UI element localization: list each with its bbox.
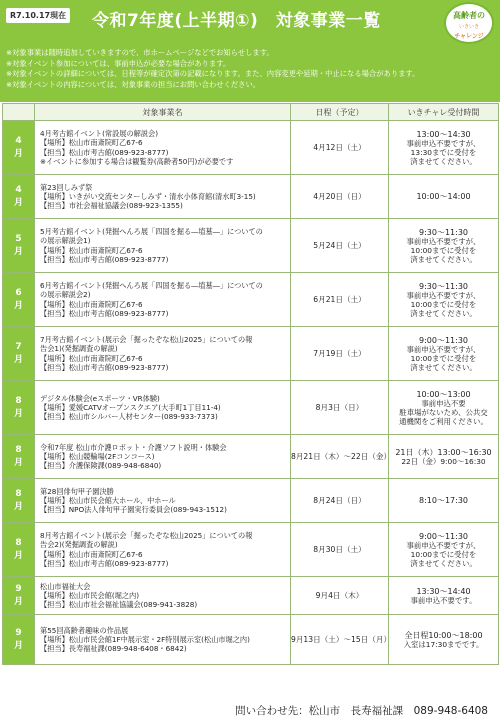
event-line: 【担当】市社会福祉協議会(089-923-1355) [40, 201, 183, 211]
reception-cell [389, 219, 499, 273]
month-char: 月 [13, 300, 23, 311]
month-char: 9 [15, 583, 22, 594]
event-line: 【場所】松山市南斎院町乙67-6 [40, 138, 143, 148]
event-line: 【担当】松山市考古館(089-923-8777) [40, 147, 169, 157]
reception-line: 10:00～13:00 [416, 389, 471, 399]
reception-line: 事前申込不要ですが、 [406, 236, 481, 246]
reception-line: 9:30～11:30 [418, 227, 469, 237]
reception-line: 駐車場がないため、公共交 [399, 407, 488, 417]
table-row [3, 219, 499, 273]
event-line: デジタル体験会(eスポーツ・VR体験) [40, 393, 160, 403]
notice-item: ※対象イベントの内容については、対象事業の担当にお問い合わせください。 [6, 79, 261, 89]
table-row [3, 435, 499, 479]
reception-line: 21日（木）13:00～16:30 [395, 447, 492, 457]
reception-line: 事前申込不要ですが、 [406, 290, 481, 300]
month-cell [3, 523, 35, 577]
event-line: 【場所】松山市南斎院町乙67-6 [40, 299, 143, 309]
event-line: 7月考古館イベント(展示会「掘ったぞな松山2025」についての報 [40, 335, 253, 345]
month-cell [3, 121, 35, 175]
month-cell [3, 327, 35, 381]
month-cell [3, 435, 35, 479]
event-line: 【場所】松山市民会館大ホール、中ホール [40, 495, 176, 505]
month-char: 月 [13, 354, 23, 365]
reception-line: 9:30～11:30 [418, 281, 469, 291]
reception-line: 済ませてください。 [410, 254, 477, 264]
reception-cell [389, 273, 499, 327]
event-line: 【担当】松山市社会福祉協議会(089-941-3828) [40, 600, 198, 610]
month-char: 月 [13, 457, 23, 468]
month-char: 6 [15, 287, 22, 298]
event-line: 第55回高齢者趣味の作品展 [40, 625, 129, 635]
schedule-cell: 8月21日（木）～22日（金） [291, 435, 389, 479]
as-of-date-badge: R7.10.17現在 [6, 8, 70, 23]
event-line: の展示解説会2) [40, 290, 91, 300]
schedule-cell: 6月21日（土） [291, 273, 389, 327]
reception-line: 事前申込不要 [421, 398, 466, 408]
reception-cell [389, 523, 499, 577]
month-char: 4 [15, 135, 22, 146]
event-line: 【場所】松山市南斎院町乙67-6 [40, 353, 143, 363]
reception-cell [389, 615, 499, 665]
month-char: 月 [13, 148, 23, 159]
month-char: 7 [15, 341, 22, 352]
reception-line: 済ませてください。 [410, 558, 477, 568]
event-line: 【担当】長寿福祉課(089-948-6408・6842) [40, 644, 187, 654]
event-line: 第23回しみず祭 [40, 182, 93, 192]
logo-text-top: 高齢者の [453, 11, 485, 20]
month-char: 8 [15, 537, 22, 548]
month-cell [3, 219, 35, 273]
reception-line: 8:10～17:30 [418, 496, 469, 505]
event-cell [35, 435, 291, 479]
event-cell [35, 121, 291, 175]
event-cell [35, 327, 291, 381]
reception-line: 13:00～14:30 [416, 129, 471, 139]
reception-line: 済ませてください。 [410, 156, 477, 166]
month-char: 8 [15, 488, 22, 499]
month-char: 月 [13, 197, 23, 208]
table-row [3, 615, 499, 665]
schedule-cell: 8月3日（日） [291, 381, 389, 435]
event-line: 【場所】松山市民会館(堀之内) [40, 590, 140, 600]
notice-item: ※対象イベントの詳細については、日程等が確定次第の記載になります。また、内容変更や延期・中止になる場合があります。 [6, 69, 420, 78]
logo-text-mid: いきいき [458, 24, 479, 30]
table-header-row [3, 104, 499, 121]
month-cell [3, 175, 35, 219]
reception-cell [389, 121, 499, 175]
contact-info: 問い合わせ先：松山市 長寿福祉課 089-948-6408 [235, 705, 488, 717]
month-char: 8 [15, 395, 22, 406]
event-line: 【担当】松山市考古館(089-923-8777) [40, 254, 169, 264]
reception-line: 済ませてください。 [410, 362, 477, 372]
reception-line: 10:00～14:00 [416, 192, 471, 201]
event-line: 【担当】松山市考古館(089-923-8777) [40, 308, 169, 318]
table-row [3, 577, 499, 615]
reception-cell [389, 577, 499, 615]
event-line: 【場所】愛媛CATVオープンスクエア(大手町1丁目11-4) [40, 402, 221, 412]
schedule-cell: 7月19日（土） [291, 327, 389, 381]
schedule-cell: 5月24日（土） [291, 219, 389, 273]
table-row [3, 327, 499, 381]
reception-cell [389, 327, 499, 381]
logo-text-bottom: チャレンジ [454, 33, 484, 40]
header-schedule: 日程（予定） [291, 104, 389, 121]
month-char: 月 [13, 550, 23, 561]
month-char: 4 [15, 184, 22, 195]
header-banner [0, 0, 500, 46]
table-row [3, 175, 499, 219]
schedule-cell: 9月13日（土）～15日（月） [291, 615, 389, 665]
event-line: 令和7年度 松山市介護ロボット・介護ソフト説明・体験会 [40, 442, 227, 452]
event-line: 4月考古館イベント(常設展の解説会) [40, 129, 158, 139]
event-cell [35, 479, 291, 523]
event-line: 【場所】松山市南斎院町乙67-6 [40, 245, 143, 255]
reception-line: 事前申込不要ですが、 [406, 344, 481, 354]
reception-line: 事前申込不要ですが、 [406, 138, 481, 148]
month-cell [3, 381, 35, 435]
event-line: 【担当】NPO法人俳句甲子園実行委員会(089-943-1512) [40, 505, 227, 515]
event-line: の展示解説会1) [40, 236, 91, 246]
table-row [3, 273, 499, 327]
reception-cell [389, 381, 499, 435]
event-cell [35, 175, 291, 219]
reception-cell [389, 479, 499, 523]
event-line: 告会2)(発掘調査の解説) [40, 540, 118, 550]
event-line: 【担当】松山市考古館(089-923-8777) [40, 362, 169, 372]
reception-line: 入室は17:30までです。 [403, 639, 484, 649]
table-row [3, 523, 499, 577]
table-row [3, 121, 499, 175]
page-title: 令和7年度(上半期①) 対象事業一覧 [92, 11, 381, 31]
month-char: 5 [15, 233, 22, 244]
event-line: 第28回俳句甲子園決勝 [40, 486, 114, 496]
reception-cell [389, 175, 499, 219]
header-month [3, 104, 35, 121]
month-cell [3, 615, 35, 665]
month-char: 月 [13, 408, 23, 419]
event-cell [35, 381, 291, 435]
notice-item: ※対象イベント参加については、事前申込が必要な場合があります。 [6, 58, 231, 68]
event-cell [35, 219, 291, 273]
month-char: 9 [15, 627, 22, 638]
month-cell [3, 479, 35, 523]
event-line: 5月考古館イベント(発掘へんろ展「四国を掘る―埴墓―」についての [40, 227, 263, 237]
reception-line: 10:00までに受付を [410, 549, 477, 559]
event-line: 【担当】松山市シルバー人材センター(089-933-7373) [40, 412, 218, 422]
event-line: 【場所】松山競輪場(2Fコンコース) [40, 451, 155, 461]
table-row [3, 479, 499, 523]
reception-line: 13:30～14:40 [416, 586, 471, 596]
table-row [3, 381, 499, 435]
reception-line: 13:30までに受付を [410, 147, 477, 157]
schedule-cell: 9月4日（木） [291, 577, 389, 615]
month-cell [3, 273, 35, 327]
month-cell [3, 577, 35, 615]
event-line: 【担当】松山市考古館(089-923-8777) [40, 558, 169, 568]
month-char: 月 [13, 640, 23, 651]
reception-cell [389, 435, 499, 479]
reception-line: 9:00～11:30 [418, 531, 469, 541]
notice-item: ※対象事業は随時追加していきますので、市ホームページなどでお知らせします。 [6, 48, 274, 57]
header-reception-time: いきチャレ受付時間 [389, 104, 499, 121]
reception-line: 9:00～11:30 [418, 335, 469, 345]
event-line: 8月考古館イベント(展示会「掘ったぞな松山2025」についての報 [40, 531, 253, 541]
event-cell [35, 615, 291, 665]
event-line: 告会1)(発掘調査の解説) [40, 344, 118, 354]
reception-line: 事前申込不要です。 [410, 595, 477, 605]
schedule-cell: 4月12日（土） [291, 121, 389, 175]
reception-line: 通機関をご利用ください。 [399, 416, 488, 426]
reception-line: 22日（金）9:00～16:30 [401, 456, 486, 466]
event-line: ※イベントに参加する場合は観覧券(高齢者50円)が必要です [40, 156, 234, 166]
event-line: 【場所】松山市民会館1F中展示室・2F特別展示室(松山市堀之内) [40, 634, 250, 644]
reception-line: 10:00までに受付を [410, 353, 477, 363]
month-char: 月 [13, 596, 23, 607]
schedule-cell: 8月24日（日） [291, 479, 389, 523]
event-cell [35, 577, 291, 615]
event-line: 【場所】いきがい交流センターしみず・清水小体育館(清水町3-15) [40, 191, 256, 201]
reception-line: 事前申込不要ですが、 [406, 540, 481, 550]
event-line: 6月考古館イベント(発掘へんろ展「四国を掘る―埴墓―」についての [40, 281, 263, 291]
ikiiki-challenge-logo [444, 2, 494, 44]
schedule-cell: 4月20日（日） [291, 175, 389, 219]
event-line: 【担当】介護保険課(089-948-6840) [40, 461, 162, 471]
event-cell [35, 523, 291, 577]
reception-line: 全日程10:00～18:00 [404, 630, 483, 640]
reception-line: 済ませてください。 [410, 308, 477, 318]
notice-list [0, 46, 500, 102]
event-line: 松山市福祉大会 [40, 581, 91, 591]
schedule-cell: 8月30日（土） [291, 523, 389, 577]
reception-line: 10:00までに受付を [410, 245, 477, 255]
reception-line: 10:00までに受付を [410, 299, 477, 309]
header-event-name: 対象事業名 [35, 104, 291, 121]
month-char: 月 [13, 501, 23, 512]
event-table [2, 103, 499, 665]
event-cell [35, 273, 291, 327]
month-char: 月 [13, 246, 23, 257]
event-line: 【場所】松山市南斎院町乙67-6 [40, 549, 143, 559]
month-char: 8 [15, 444, 22, 455]
